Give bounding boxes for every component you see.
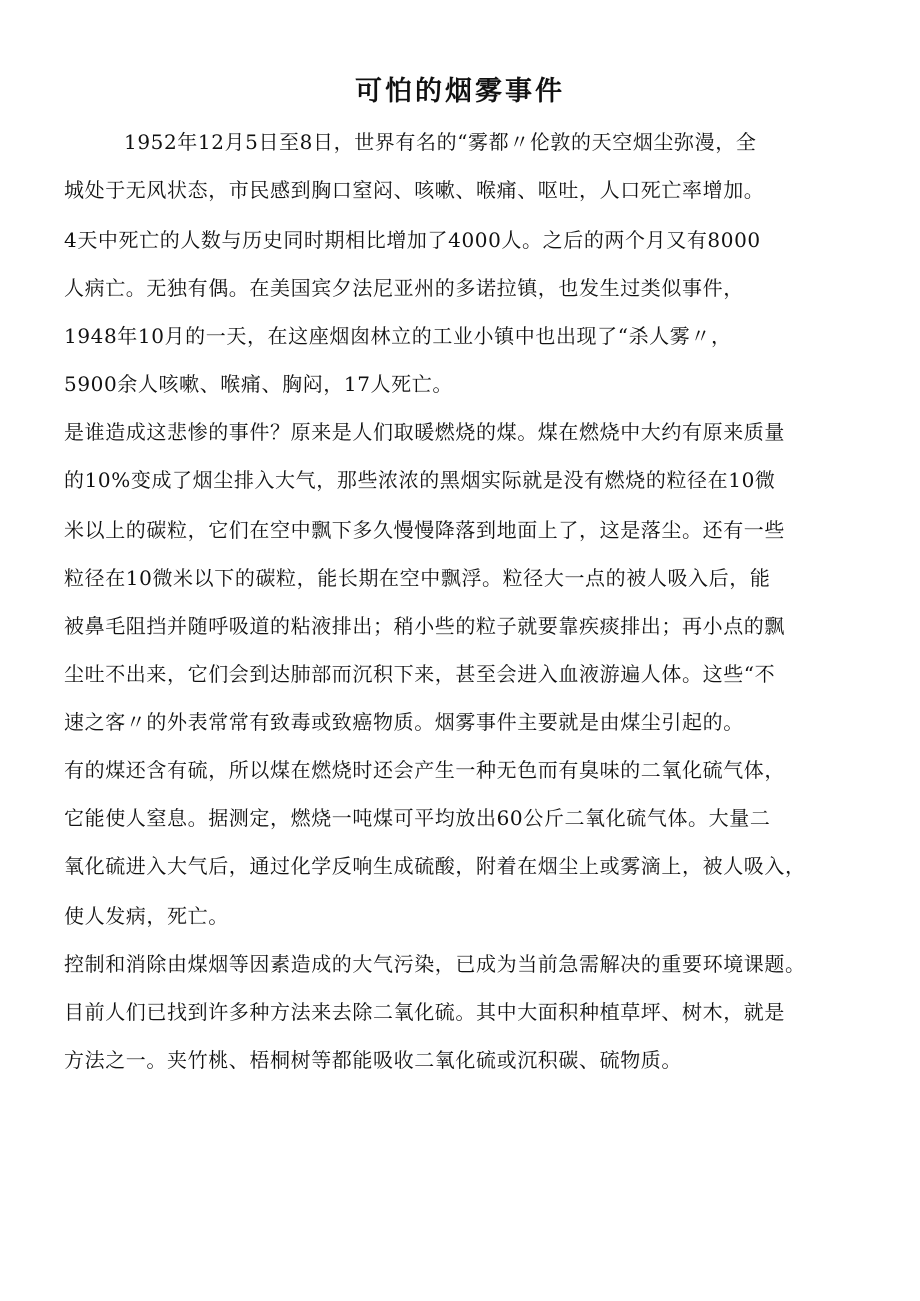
body-line: 有的煤还含有硫，所以煤在燃烧时还会产生一种无色而有臭味的二氧化硫气体， [64, 758, 785, 782]
document-title: 可怕的烟雾事件 [355, 76, 565, 107]
body-line: 使人发病，死亡。 [64, 904, 229, 928]
body-line: 它能使人窒息。据测定，燃烧一吨煤可平均放出60公斤二氧化硫气体。大量二 [64, 806, 771, 830]
body-line: 目前人们已找到许多种方法来去除二氧化硫。其中大面积种植草坪、树木，就是 [64, 1000, 785, 1024]
body-line: 粒径在10微米以下的碳粒，能长期在空中飘浮。粒径大一点的被人吸入后，能 [64, 566, 771, 590]
body-line: 城处于无风状态，市民感到胸口窒闷、咳嗽、喉痛、呕吐，人口死亡率增加。 [64, 178, 765, 202]
body-line: 方法之一。夹竹桃、梧桐树等都能吸收二氧化硫或沉积碳、硫物质。 [64, 1048, 682, 1072]
body-line: 被鼻毛阻挡并随呼吸道的粘液排出；稍小些的粒子就要靠疾痰排出；再小点的飘 [64, 614, 785, 638]
body-line: 米以上的碳粒，它们在空中飘下多久慢慢降落到地面上了，这是落尘。还有一些 [64, 518, 785, 542]
body-line: 的10%变成了烟尘排入大气，那些浓浓的黑烟实际就是没有燃烧的粒径在10微 [64, 468, 776, 492]
body-line: 1952年12月5日至8日，世界有名的“雾都〃伦敦的天空烟尘弥漫，全 [124, 130, 757, 154]
body-line: 4天中死亡的人数与历史同时期相比增加了4000人。之后的两个月又有8000 [64, 228, 761, 252]
body-line: 尘吐不出来，它们会到达肺部而沉积下来，甚至会进入血液游遍人体。这些“不 [64, 662, 776, 686]
body-line: 5900余人咳嗽、喉痛、胸闷，17人死亡。 [64, 372, 453, 396]
body-line: 氧化硫进入大气后，通过化学反响生成硫酸，附着在烟尘上或雾滴上，被人吸入， [64, 854, 806, 878]
body-line: 是谁造成这悲惨的事件？原来是人们取暖燃烧的煤。煤在燃烧中大约有原来质量 [64, 420, 785, 444]
body-line: 控制和消除由煤烟等因素造成的大气污染，已成为当前急需解决的重要环境课题。 [64, 952, 806, 976]
body-line: 1948年10月的一天，在这座烟囱林立的工业小镇中也出现了“杀人雾〃， [64, 324, 732, 348]
body-line: 速之客〃的外表常常有致毒或致癌物质。烟雾事件主要就是由煤尘引起的。 [64, 710, 744, 734]
body-line: 人病亡。无独有偶。在美国宾夕法尼亚州的多诺拉镇，也发生过类似事件， [64, 276, 744, 300]
